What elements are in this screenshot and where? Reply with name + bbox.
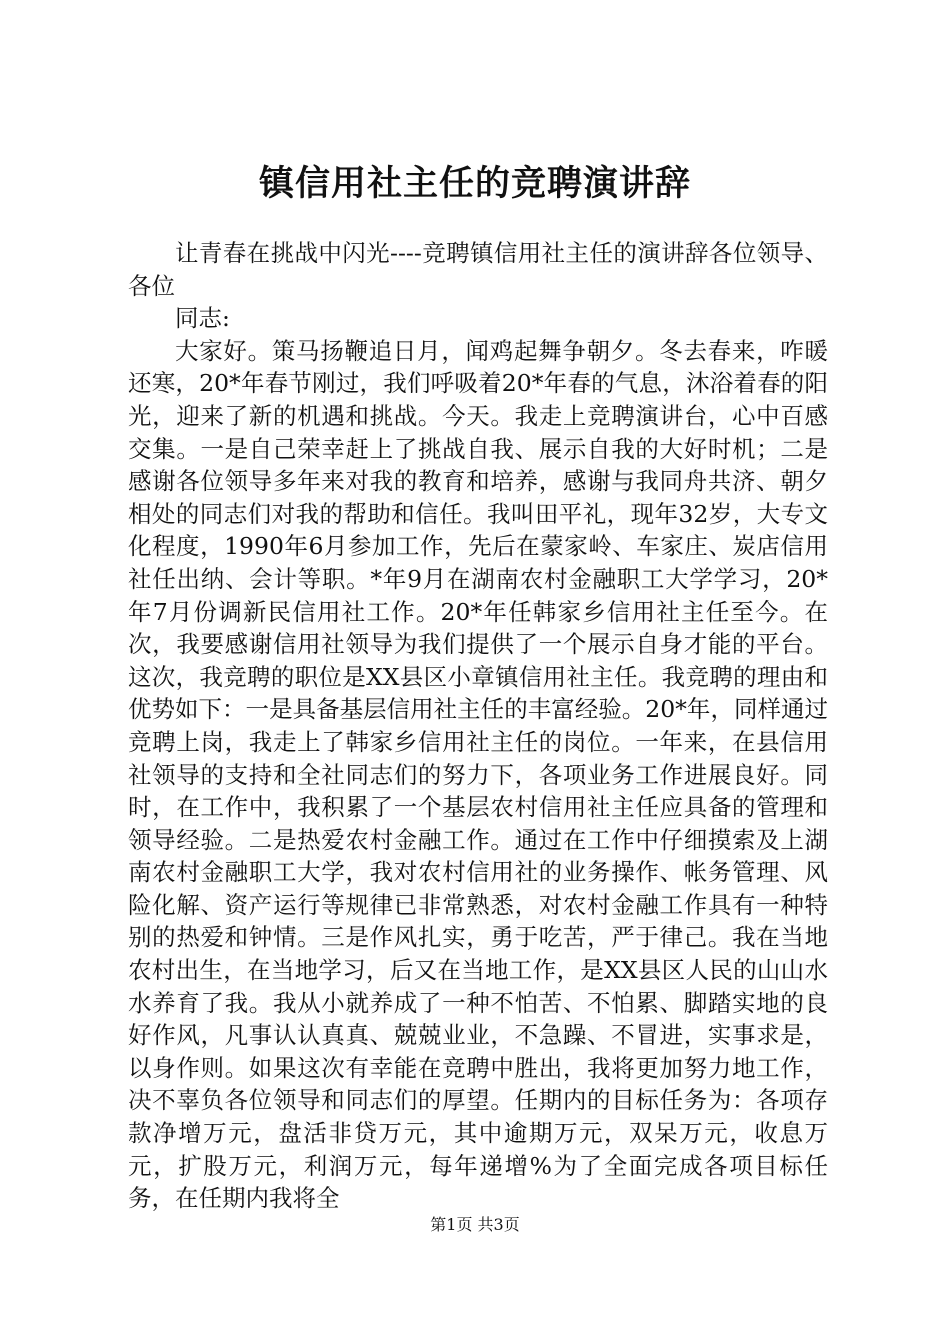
body-paragraph-salutation: 同志: <box>175 304 230 333</box>
body-paragraph-intro: 让青春在挑战中闪光----竞聘镇信用社主任的演讲辞各位领导、各位 <box>128 239 828 300</box>
body-paragraph-main: 大家好。策马扬鞭追日月，闻鸡起舞争朝夕。冬去春来，咋暖还寒，20*年春节刚过，我们呼吸着20*年春的气息，沐浴着春的阳光，迎来了新的机遇和挑战。今天。我走上竞聘演讲台，心中百感交集。一是自己荣幸赶上了挑战自我、展示自我的大好时机；二是感谢各位领导多年来对我的教育和培养，感谢与我同舟共济、朝夕相处的同志们对我的帮助和信任。我叫田平礼，现年32岁，大专文化程度，1990年6月参加工作，先后在蒙家岭、车家庄、炭店信用社任出纳、会计等职。*年9月在湖南农村金融职工大学学习，20*年7月份调新民信用社工作。20*年任韩家乡信用社主任至今。在次，我要感谢信用社领导为我们提供了一个展示自身才能的平台。这次，我竞聘的职位是XX县区小章镇信用社主任。我竞聘的理由和优势如下：一是具备基层信用社主任的丰富经验。20*年，同样通过竞聘上岗，我走上了韩家乡信用社主任的岗位。一年来，在县信用社领导的支持和全社同志们的努力下，各项业务工作进展良好。同时，在工作中，我积累了一个基层农村信用社主任应具备的管理和领导经验。二是热爱农村金融工作。通过在工作中仔细摸索及上湖南农村金融职工大学，我对农村信用社的业务操作、帐务管理、风险化解、资产运行等规律已非常熟悉，对农村金融工作具有一种特别的热爱和钟情。三是作风扎实，勇于吃苦，严于律己。我在当地农村出生，在当地学习，后又在当地工作，是XX县区人民的山山水水养育了我。我从小就养成了一种不怕苦、不怕累、脚踏实地的良好作风，凡事认认真真、兢兢业业，不急躁、不冒进，实事求是，以身作则。如果这次有幸能在竞聘中胜出，我将更加努力地工作，决不辜负各位领导和同志们的厚望。任期内的目标任务为：各项存款净增万元，盘活非贷万元，其中逾期万元，双呆万元，收息万元，扩股万元，利润万元，每年递增%为了全面完成各项目标任务，在任期内我将全 <box>128 336 828 1213</box>
document-title: 镇信用社主任的竞聘演讲辞 <box>258 163 691 204</box>
page-footer: 第1页 共3页 <box>430 1215 520 1234</box>
document-body <box>128 237 828 1215</box>
